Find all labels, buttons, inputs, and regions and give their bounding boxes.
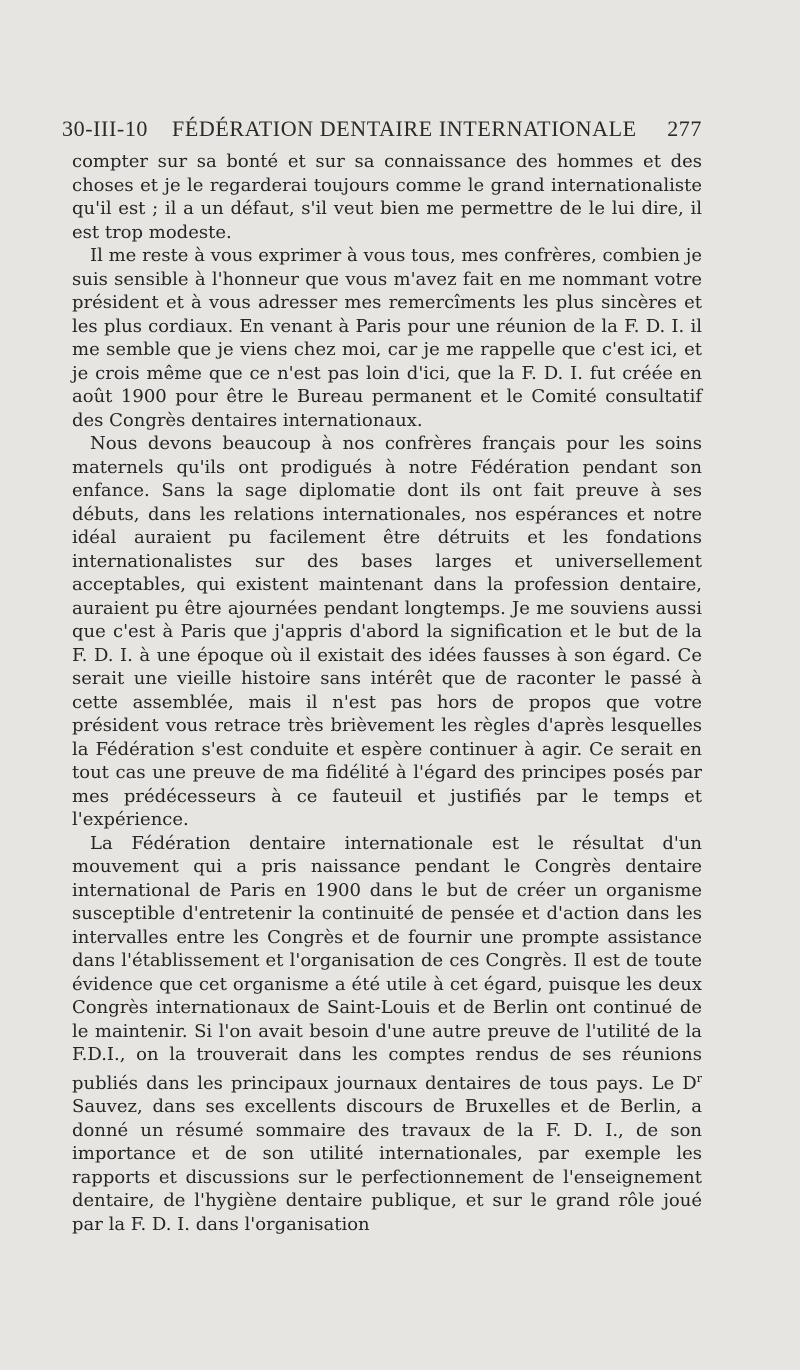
paragraph-text-after-superscript: Sauvez, dans ses excellents discours de Bruxelles et de Berlin, a donné un résumé sommaire des travaux de la F. D. I., de son importance et de son utilité internationales, par exemple les rapports et discussions sur le perfectionnement de l'enseignement dentaire, de l'hygiène dentaire publique, et sur le grand rôle joué par la F. D. I. dans l'organisation	[72, 1096, 702, 1235]
running-head	[62, 116, 702, 146]
paragraph-federation-origin	[72, 832, 702, 1237]
body-text	[72, 150, 702, 1236]
header-date: 30-III-10	[62, 116, 149, 141]
paragraph-text-before-superscript: La Fédération dentaire internationale est le résultat d'un mouvement qui a pris naissance pendant le Congrès dentaire international de Paris en 1900 dans le but de créer un organisme susceptible d'entretenir la continuité de pensée et d'action dans les intervalles entre les Congrès et de fournir une prompte assistance dans l'établissement et l'organisation de ces Congrès. Il est de toute évidence que cet organisme a été utile à cet égard, puisque les deux Congrès internationaux de Saint-Louis et de Berlin ont continué de le maintenir. Si l'on avait besoin d'une autre preuve de l'utilité de la F.D.I., on la trouverait dans les comptes rendus de ses réunions publiés dans les principaux journaux dentaires de tous pays. Le D	[72, 832, 702, 1094]
page-number: 277	[667, 116, 702, 141]
superscript-r: r	[696, 1071, 702, 1085]
header-title: FÉDÉRATION DENTAIRE INTERNATIONALE	[172, 116, 637, 141]
paragraph-thanks: Il me reste à vous exprimer à vous tous, mes confrères, combien je suis sensible à l'honneur que vous m'avez fait en me nommant votre président et à vous adresser mes remercîments les plus sincères et les plus cordiaux. En venant à Paris pour une réunion de la F. D. I. il me semble que je viens chez moi, car je me rappelle que c'est ici, et je crois même que ce n'est pas loin d'ici, que la F. D. I. fut créée en août 1900 pour être le Bureau permanent et le Comité consultatif des Congrès dentaires internationaux.	[72, 245, 702, 431]
paragraph-french-colleagues: Nous devons beaucoup à nos confrères français pour les soins maternels qu'ils ont prodigués à notre Fédération pendant son enfance. Sans la sage diplomatie dont ils ont fait preuve à ses débuts, dans les relations internationales, nos espérances et notre idéal auraient pu facilement être détruits et les fondations internationalistes sur des bases larges et universellement acceptables, qui existent maintenant dans la profession dentaire, auraient pu être ajournées pendant longtemps. Je me souviens aussi que c'est à Paris que j'appris d'abord la signification et le but de la F. D. I. à une époque où il existait des idées fausses à son égard. Ce serait une vieille histoire sans intérêt que de raconter le passé à cette assemblée, mais il n'est pas hors de propos que votre président vous retrace très brièvement les règles d'après lesquelles la Fédération s'est conduite et espère continuer à agir. Ce serait en tout cas une preuve de ma fidélité à l'égard des principes posés par mes prédécesseurs à ce fauteuil et justifiés par le temps et l'expérience.	[72, 433, 702, 830]
paragraph-continuation: compter sur sa bonté et sur sa connaissance des hommes et des choses et je le regarderai toujours comme le grand internationaliste qu'il est ; il a un défaut, s'il veut bien me permettre de le lui dire, il est trop modeste.	[72, 151, 702, 243]
